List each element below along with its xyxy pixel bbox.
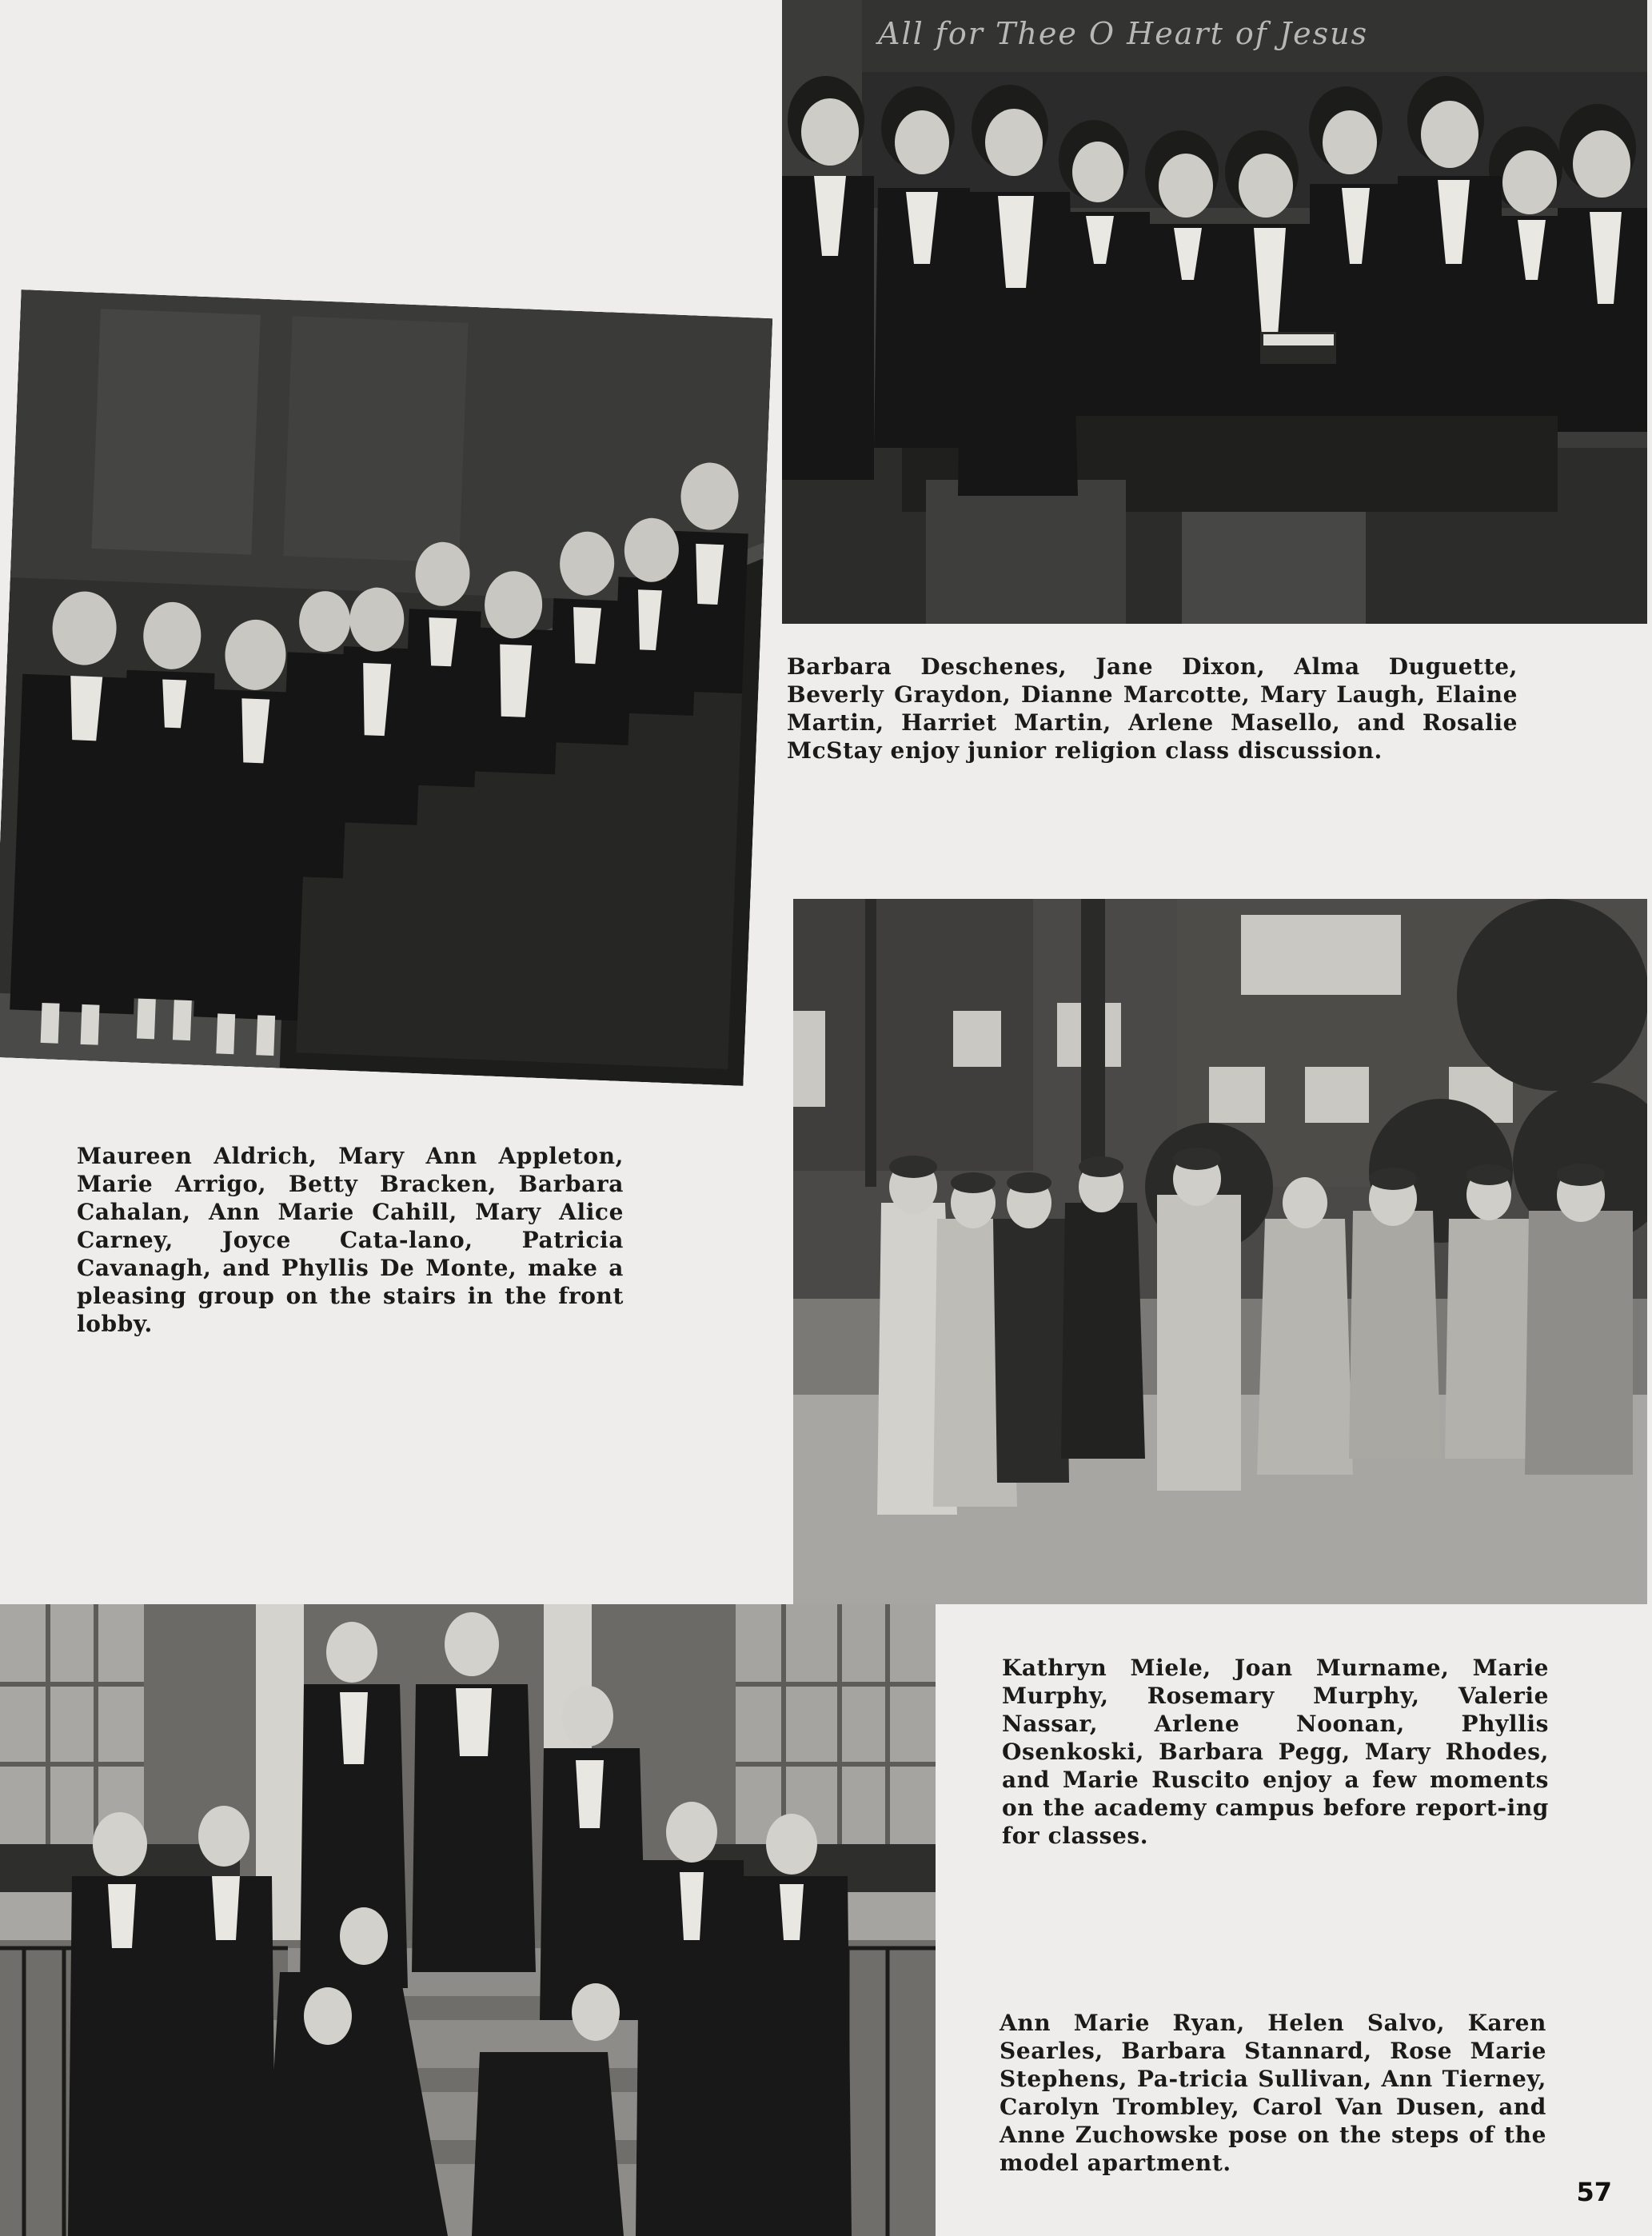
campus-group-image [793, 899, 1647, 1604]
caption-stairs-group: Maureen Aldrich, Mary Ann Appleton, Marie Arrigo, Betty Bracken, Barbara Cahalan, Ann Marie Cahill, Mary Alice Carney, Joyce Cata-lano, Patricia Cavanagh, and Phyllis De Monte, make a pleasing group on the stairs in the front lobby. [77, 1143, 624, 1337]
photo-religion-class [782, 0, 1647, 624]
photo-apartment-steps [0, 1604, 936, 2236]
photo-campus-group [793, 899, 1647, 1604]
caption-apartment-steps: Ann Marie Ryan, Helen Salvo, Karen Searles, Barbara Stannard, Rose Marie Stephens, Pa-tricia Sullivan, Ann Tierney, Carolyn Trombley, Carol Van Dusen, and Anne Zuchowske pose on the steps of the model apartment. [1000, 2010, 1546, 2176]
photo-stairs-group [0, 289, 772, 1085]
stairs-group-image [0, 289, 772, 1085]
caption-religion-class: Barbara Deschenes, Jane Dixon, Alma Duguette, Beverly Graydon, Dianne Marcotte, Mary Laugh, Elaine Martin, Harriet Martin, Arlene Masello, and Rosalie McStay enjoy junior religion class discussion. [787, 653, 1518, 764]
apartment-steps-image [0, 1604, 936, 2236]
religion-class-image [782, 0, 1647, 624]
chalkboard-text: All for Thee O Heart of Jesus [878, 16, 1369, 51]
page-number: 57 [1576, 2177, 1612, 2207]
caption-campus-group: Kathryn Miele, Joan Murname, Marie Murphy, Rosemary Murphy, Valerie Nassar, Arlene Noonan, Phyllis Osenkoski, Barbara Pegg, Mary Rhodes, and Marie Ruscito enjoy a few moments on the academy campus before report-ing for classes. [1002, 1655, 1549, 1849]
